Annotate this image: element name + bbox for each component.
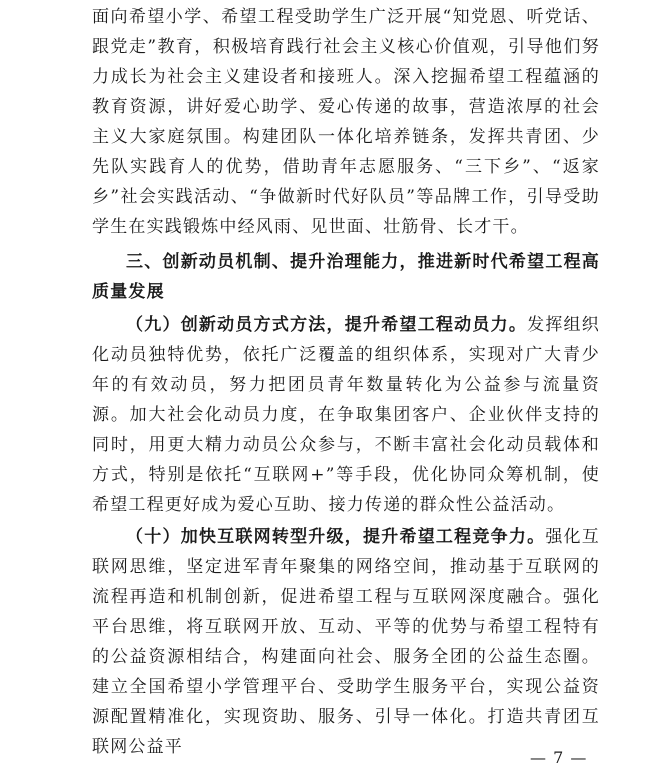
paragraph-continuation: 面向希望小学、希望工程受助学生广泛开展“知党恩、听党话、跟党走”教育，积极培育践行社会主义核心价值观，引导他们努力成长为社会主义建设者和接班人。深入挖掘希望工程蕴涵的教育资源，讲好爱心助学、爱心传递的故事，营造浓厚的社会主义大家庭氛围。构建团队一体化培养链条，发挥共青团、少先队实践育人的优势，借助青年志愿服务、“三下乡”、“返家乡”社会实践活动、“争做新时代好队员”等品牌工作，引导受助学生在实践锻炼中经风雨、见世面、壮筋骨、长才干。: [92, 7, 600, 237]
section-heading: 三、创新动员机制、提升治理能力，推进新时代希望工程高质量发展: [92, 252, 600, 302]
item-10-lead: （十）加快互联网转型升级，提升希望工程竞争力。: [126, 527, 546, 547]
item-9-lead: （九）创新动员方式方法，提升希望工程动员力。: [126, 315, 528, 335]
paragraph-item-9: [92, 310, 600, 520]
item-10-body: 强化互联网思维，坚定进军青年聚集的网络空间，推动基于互联网的流程再造和机制创新，促进希望工程与互联网深度融合。强化平台思维，将互联网开放、互动、平等的优势与希望工程特有的公益资源相结合，构建面向社会、服务全团的公益生态圈。建立全国希望小学管理平台、受助学生服务平台，实现公益资源配置精准化，实现资助、服务、引导一体化。打造共青团互联网公益平: [92, 527, 600, 757]
paragraph-item-10: [92, 522, 600, 762]
item-9-body: 发挥组织化动员独特优势，依托广泛覆盖的组织体系，实现对广大青少年的有效动员，努力把团员青年数量转化为公益参与流量资源。加大社会化动员力度，在争取集团客户、企业伙伴支持的同时，用更大精力动员公众参与，不断丰富社会化动员载体和方式，特别是依托“互联网+”等手段，优化协同众筹机制，使希望工程更好成为爱心互助、接力传递的群众性公益活动。: [92, 315, 600, 515]
page-number: — 7 —: [530, 748, 588, 767]
